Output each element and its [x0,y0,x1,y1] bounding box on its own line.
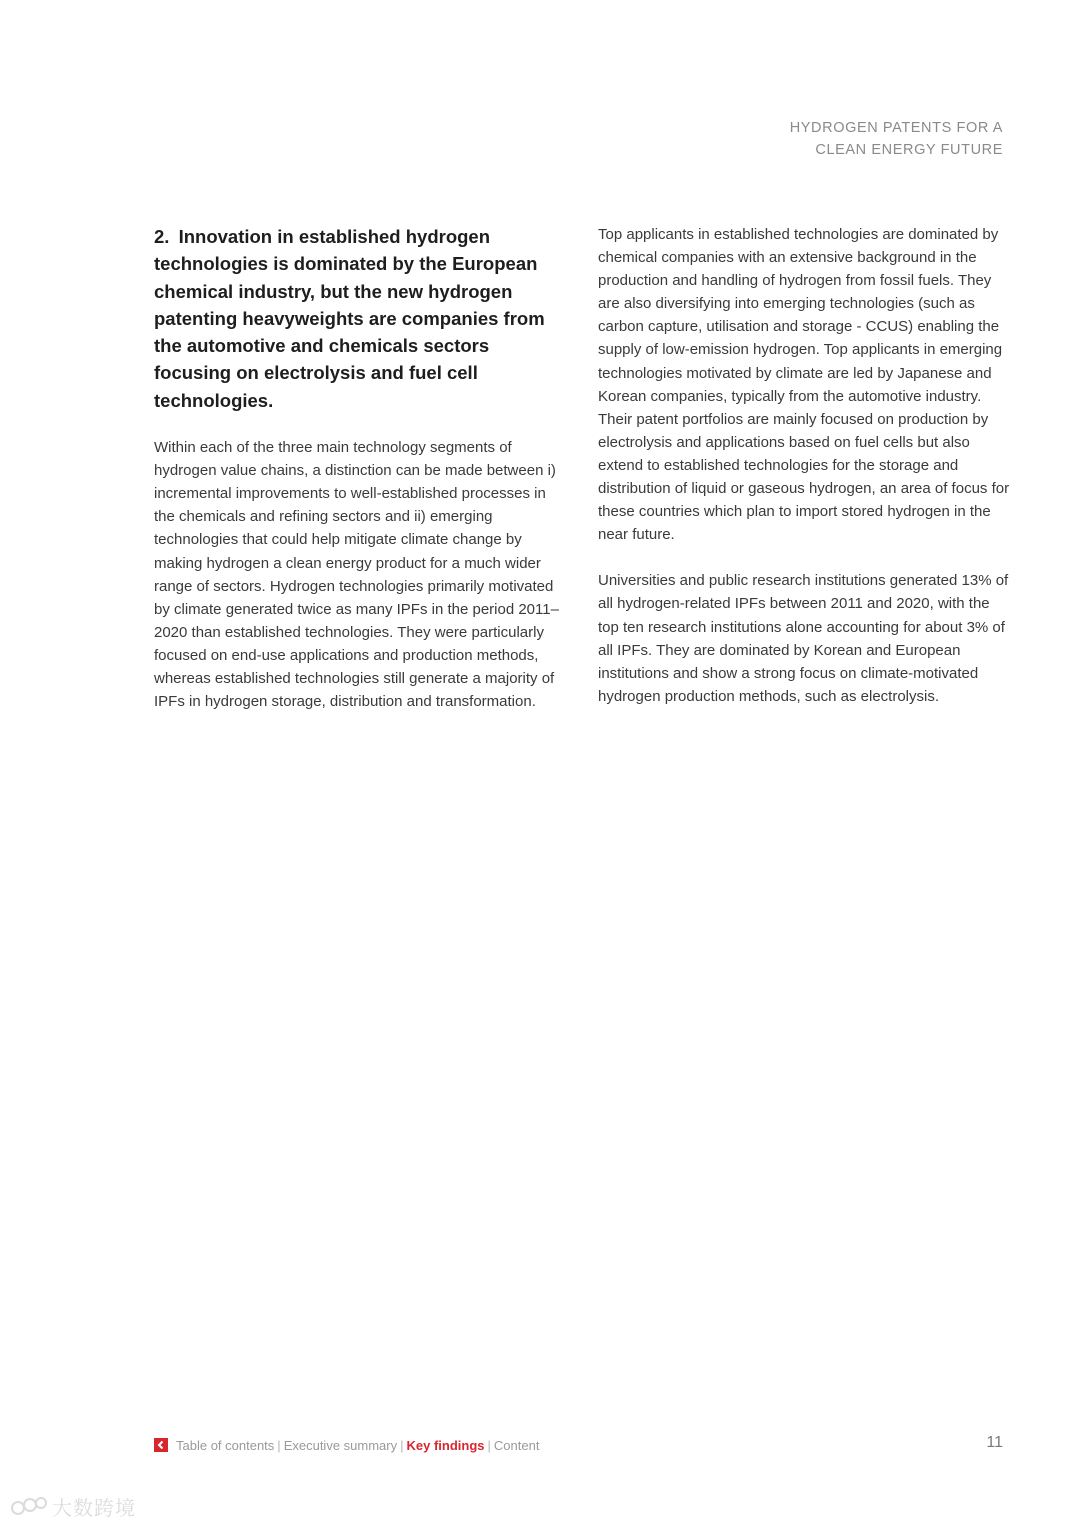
right-paragraph-1: Top applicants in established technologies are dominated by chemical companies with an extensive background in the production and handling of hydrogen from fossil fuels. They are also diversifying into emerging technologies (such as carbon capture, utilisation and storage - CCUS) enabling the supply of low-emission hydrogen. Top applicants in emerging technologies motivated by climate are led by Japanese and Korean companies, typically from the automotive industry. Their patent portfolios are mainly focused on production by electrolysis and applications based on fuel cells but also extend to established technologies for the storage and distribution of liquid or gaseous hydrogen, an area of focus for these countries which plan to import stored hydrogen in the near future. [598,226,1010,544]
chevron-left-icon[interactable] [154,1438,168,1452]
nav-link-executive-summary[interactable]: Executive summary [283,1437,398,1453]
running-header-line-2: CLEAN ENERGY FUTURE [815,142,1003,158]
watermark [10,1492,136,1521]
running-header [583,117,1003,161]
nav-separator: | [400,1437,404,1453]
nav-link-content[interactable]: Content [493,1437,540,1453]
running-header-line-1: HYDROGEN PATENTS FOR A [789,120,1003,136]
watermark-logo-icon [10,1496,48,1518]
section-heading [154,223,564,414]
nav-link-table-of-contents[interactable]: Table of contents [176,1437,275,1453]
watermark-text: 大数跨境 [52,1498,136,1520]
left-column [154,223,564,713]
right-paragraph-2: Universities and public research institutions generated 13% of all hydrogen-related IPFs between 2011 and 2020, with the top ten research institutions alone accounting for about 3% of all IPFs. They are dominated by Korean and European institutions and show a strong focus on climate-motivated hydrogen production methods, such as electrolysis. [598,572,1009,705]
nav-separator: | [487,1437,491,1453]
nav-separator: | [277,1437,281,1453]
page-number: 11 [986,1434,1003,1451]
footer-navigation [154,1435,539,1455]
right-column [598,223,1010,708]
section-heading-text: Innovation in established hydrogen technologies is dominated by the European chemical industry, but the new hydrogen patenting heavyweights are companies from the automotive and chemicals sectors focusing on electrolysis and fuel cell technologies. [154,226,545,411]
left-paragraph: Within each of the three main technology segments of hydrogen value chains, a distinction can be made between i) incremental improvements to well-established processes in the chemicals and refining sectors and ii) emerging technologies that could help mitigate climate change by making hydrogen a clean energy product for a much wider range of sectors. Hydrogen technologies primarily motivated by climate generated twice as many IPFs in the period 2011–2020 than established technologies. They were particularly focused on end-use applications and production methods, whereas established technologies still generate a majority of IPFs in hydrogen storage, distribution and transformation. [154,439,559,711]
section-heading-number: 2. [154,226,170,247]
nav-link-key-findings[interactable]: Key findings [406,1437,485,1453]
